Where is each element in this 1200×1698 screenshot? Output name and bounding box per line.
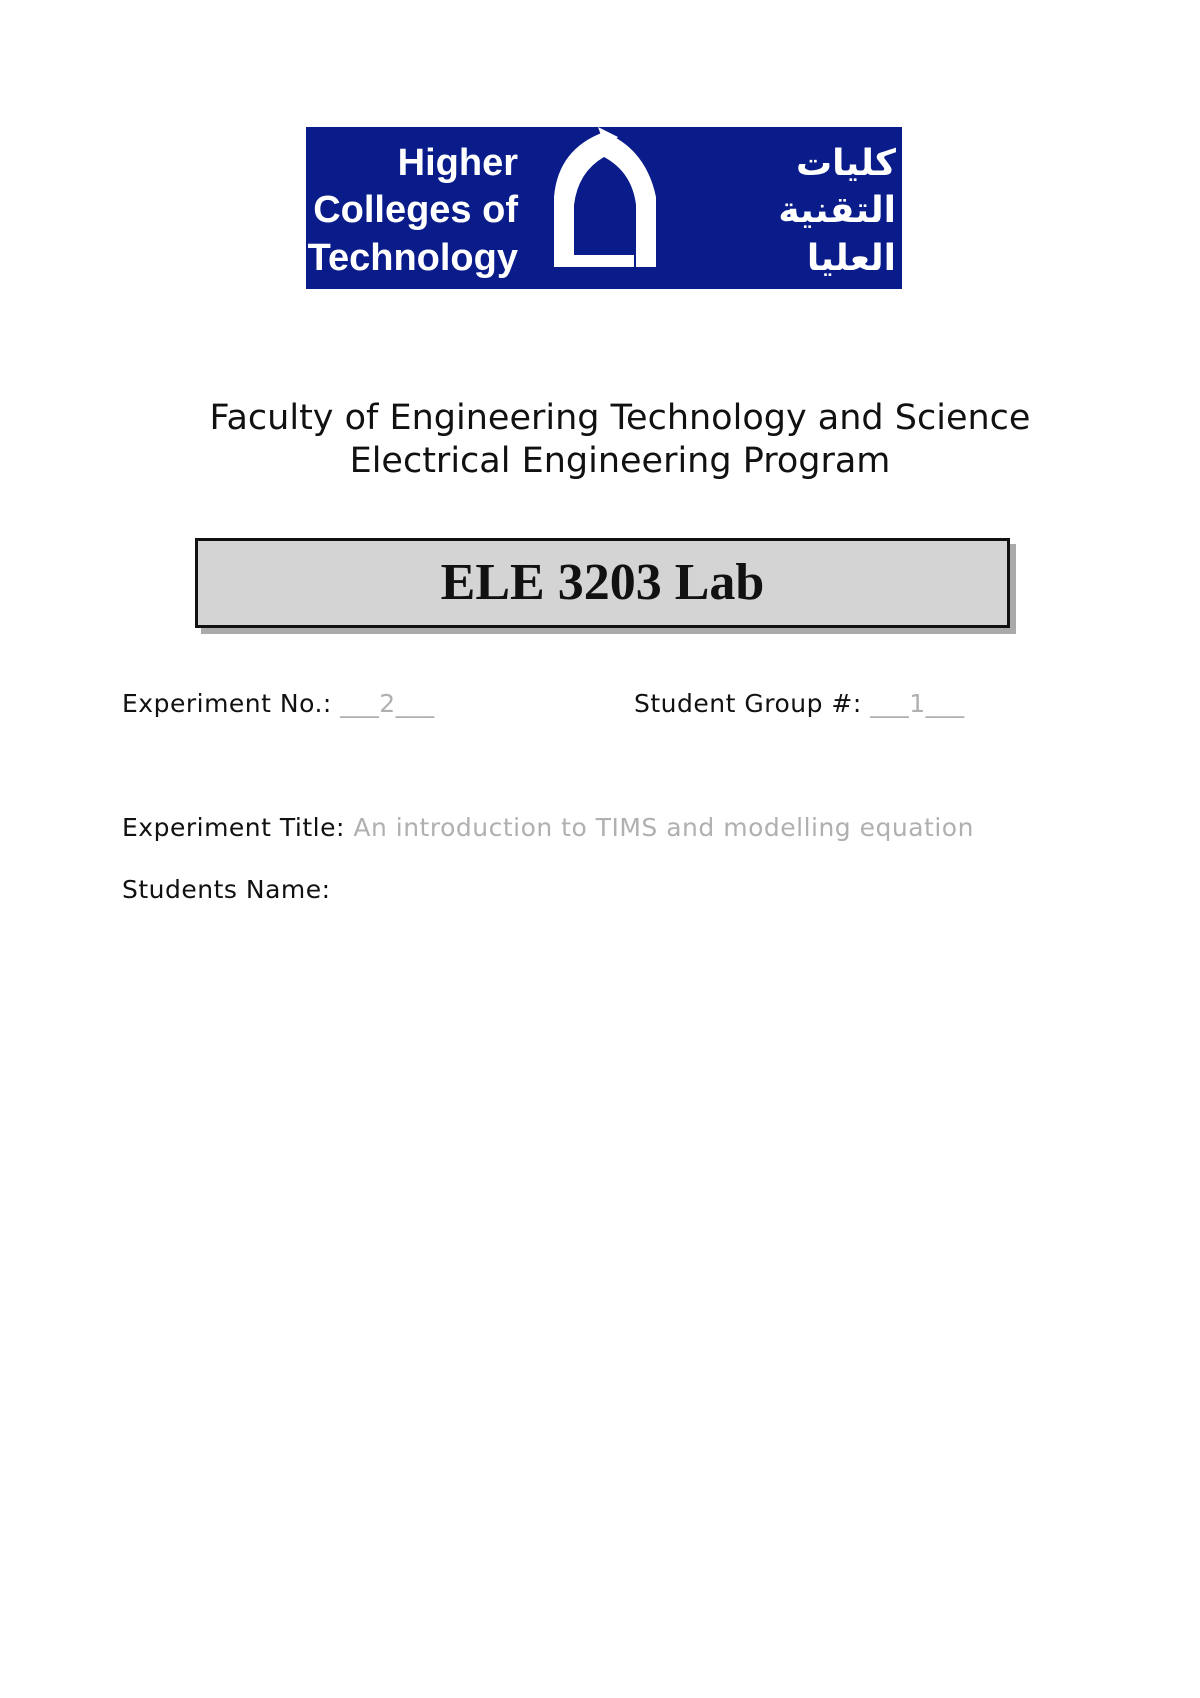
student-group-field — [634, 688, 965, 720]
experiment-number-value: ___2___ — [340, 689, 435, 718]
logo-arabic-line-2: التقنية — [778, 190, 896, 231]
faculty-name: Faculty of Engineering Technology and Science — [209, 398, 1031, 438]
experiment-number-label: Experiment No.: — [122, 689, 332, 718]
hct-logo — [306, 127, 902, 289]
course-title-box — [195, 538, 1010, 628]
program-name: Electrical Engineering Program — [349, 441, 891, 481]
students-name-label: Students Name: — [122, 875, 331, 904]
student-group-label: Student Group #: — [634, 689, 862, 718]
logo-english-line-3: Technology — [307, 237, 518, 279]
logo-english-line-2: Colleges of — [313, 189, 518, 231]
students-name-field — [122, 874, 331, 906]
experiment-title-label: Experiment Title: — [122, 813, 345, 842]
student-group-value: ___1___ — [870, 689, 965, 718]
course-title: ELE 3203 Lab — [440, 554, 765, 611]
experiment-title-value: An introduction to TIMS and modelling equation — [353, 813, 974, 842]
logo-english-line-1: Higher — [397, 142, 518, 184]
logo-arabic-line-1: كليات — [795, 143, 896, 184]
logo-arabic-line-3: العليا — [806, 238, 896, 279]
experiment-title-field — [122, 812, 974, 844]
experiment-number-field — [122, 688, 435, 720]
